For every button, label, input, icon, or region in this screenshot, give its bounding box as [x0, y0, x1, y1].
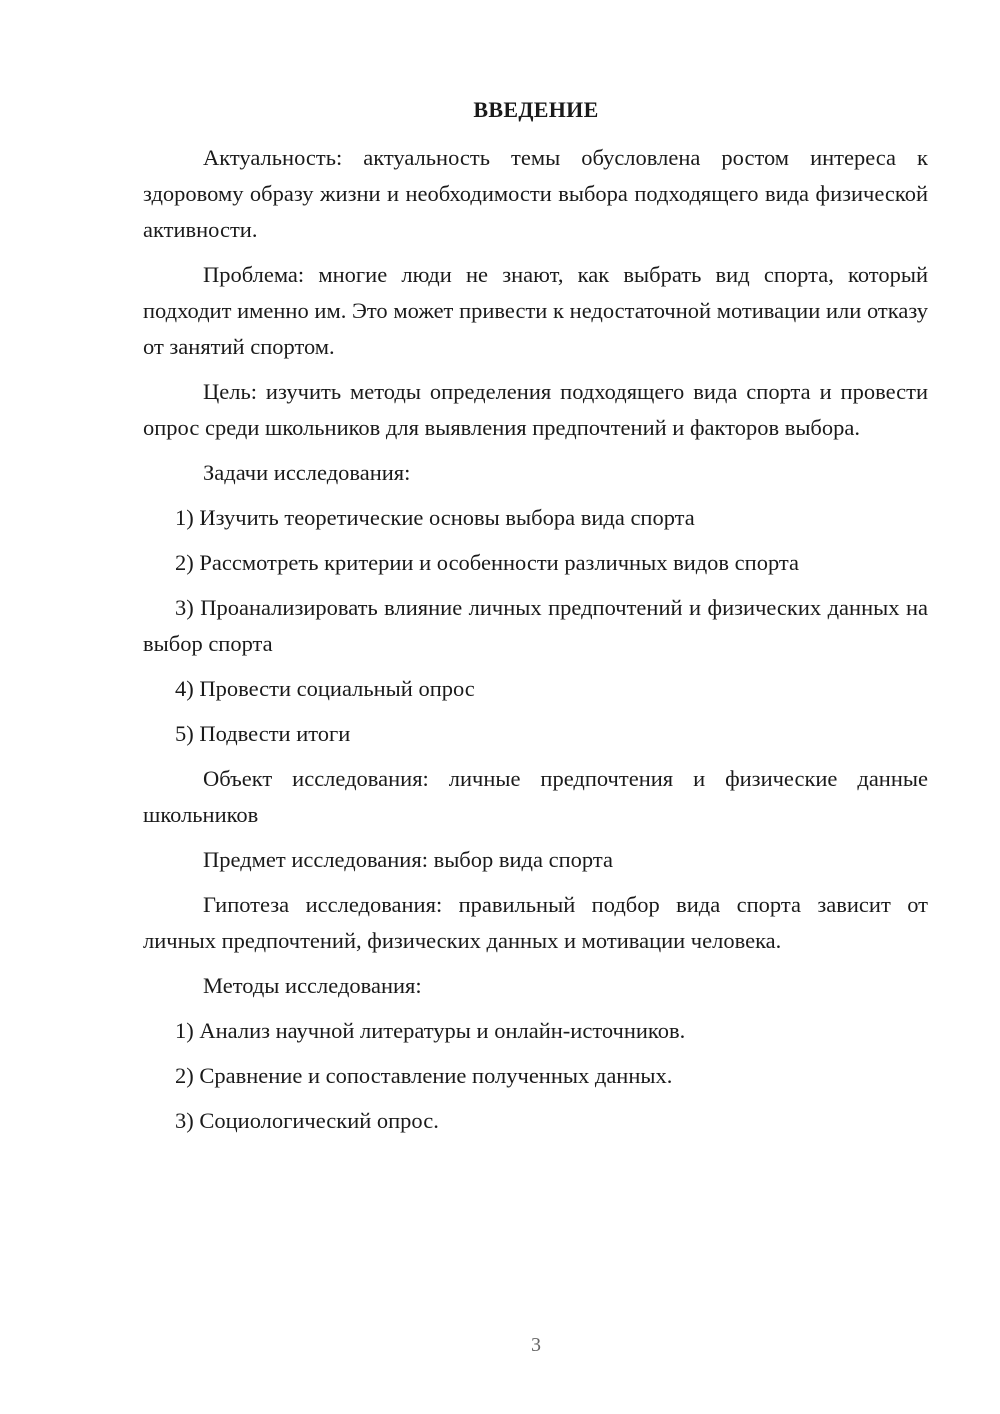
- document-body: [143, 140, 928, 1148]
- task-item-2: 2) Рассмотреть критерии и особенности различных видов спорта: [175, 550, 800, 575]
- tasks-heading: Задачи исследования:: [203, 460, 411, 485]
- section-heading: ВВЕДЕНИЕ: [473, 97, 599, 122]
- problem-paragraph: Проблема: многие люди не знают, как выбрать вид спорта, который подходит именно им. Это может привести к недостаточной мотивации или отказу от занятий спортом.: [143, 262, 928, 359]
- task-item-4: 4) Провести социальный опрос: [175, 676, 475, 701]
- object-paragraph: Объект исследования: личные предпочтения и физические данные школьников: [143, 766, 928, 827]
- method-item-2: 2) Сравнение и сопоставление полученных данных.: [175, 1063, 673, 1088]
- relevance-paragraph: Актуальность: актуальность темы обусловлена ростом интереса к здоровому образу жизни и необходимости выбора подходящего вида физической активности.: [143, 145, 928, 242]
- goal-paragraph: Цель: изучить методы определения подходящего вида спорта и провести опрос среди школьников для выявления предпочтений и факторов выбора.: [143, 379, 928, 440]
- task-item-3: 3) Проанализировать влияние личных предпочтений и физических данных на выбор спорта: [143, 595, 928, 656]
- hypothesis-paragraph: Гипотеза исследования: правильный подбор вида спорта зависит от личных предпочтений, физических данных и мотивации человека.: [143, 892, 928, 953]
- methods-heading: Методы исследования:: [203, 973, 422, 998]
- page-number: 3: [531, 1334, 541, 1356]
- task-item-5: 5) Подвести итоги: [175, 721, 351, 746]
- task-item-1: 1) Изучить теоретические основы выбора вида спорта: [175, 505, 695, 530]
- method-item-1: 1) Анализ научной литературы и онлайн-источников.: [175, 1018, 686, 1043]
- method-item-3: 3) Социологический опрос.: [175, 1108, 439, 1133]
- subject-paragraph: Предмет исследования: выбор вида спорта: [203, 847, 613, 872]
